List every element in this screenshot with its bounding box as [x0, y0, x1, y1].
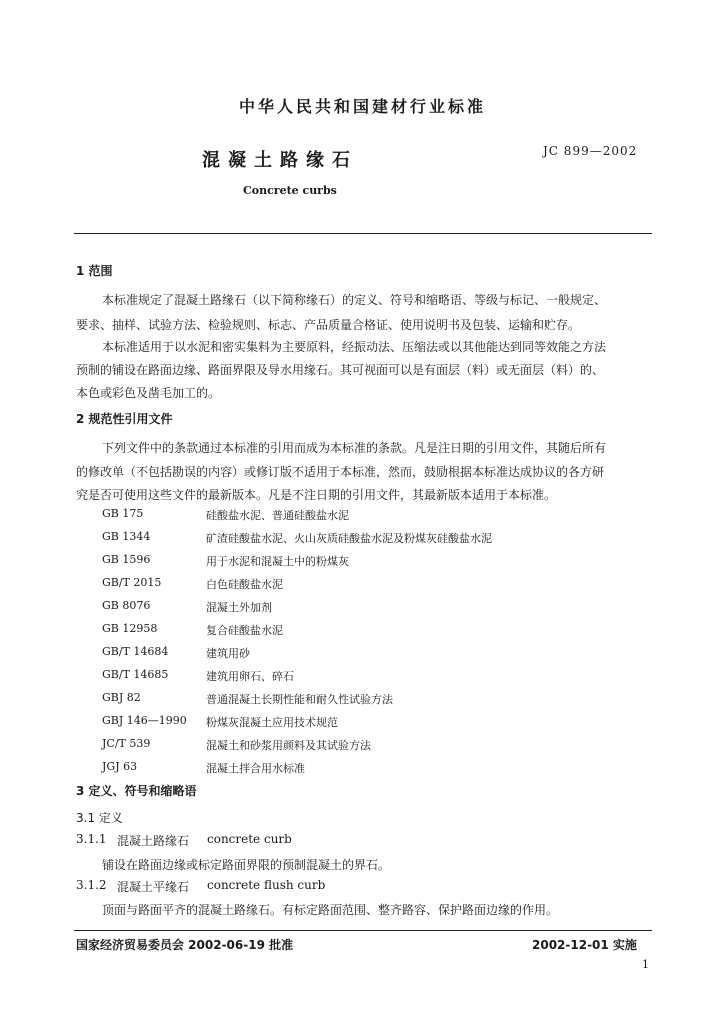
reference-title: 矿渣硅酸盐水泥、火山灰质硅酸盐水泥及粉煤灰硅酸盐水泥 [206, 532, 492, 545]
reference-title: 粉煤灰混凝土应用技术规范 [206, 716, 338, 729]
reference-title: 普通混凝土长期性能和耐久性试验方法 [206, 693, 393, 706]
term-number: 3.1.1 [76, 832, 107, 846]
reference-title: 混凝土拌合用水标准 [206, 762, 305, 775]
reference-code: GB 175 [102, 507, 144, 520]
reference-code: GB/T 2015 [102, 576, 162, 589]
reference-title: 硅酸盐水泥、普通硅酸盐水泥 [206, 509, 349, 522]
page-number: 1 [642, 958, 649, 971]
document-title: 混凝土路缘石 [202, 150, 358, 171]
term-number: 3.1.2 [76, 878, 107, 892]
document-code: JC 899—2002 [543, 144, 638, 158]
reference-code: GB 1344 [102, 530, 151, 543]
term-name: 混凝土平缘石 [117, 880, 190, 894]
reference-code: GB 1596 [102, 553, 151, 566]
term-name: 混凝土路缘石 [117, 834, 190, 848]
section-heading-scope: 1 范围 [76, 264, 113, 278]
subsection-heading: 3.1 定义 [76, 811, 123, 825]
reference-title: 复合硅酸盐水泥 [206, 624, 283, 637]
org-title: 中华人民共和国建材行业标准 [238, 97, 486, 116]
reference-title: 用于水泥和混凝土中的粉煤灰 [206, 555, 349, 568]
footer-rule [74, 930, 652, 931]
paragraph-line: 本色或彩色及凿毛加工的。 [76, 386, 221, 400]
paragraph-line: 下列文件中的条款通过本标准的引用而成为本标准的条款。凡是注日期的引用文件，其随后所有 [102, 441, 607, 455]
term-english: concrete curb [207, 832, 292, 846]
reference-code: JGJ 63 [102, 760, 138, 773]
reference-code: GBJ 82 [102, 691, 141, 704]
reference-code: GB/T 14685 [102, 668, 169, 681]
paragraph-line: 要求、抽样、试验方法、检验规则、标志、产品质量合格证、使用说明书及包装、运输和贮存。 [76, 318, 581, 332]
reference-code: GB/T 14684 [102, 645, 169, 658]
term-definition: 铺设在路面边缘或标定路面界限的预制混凝土的界石。 [102, 858, 391, 872]
paragraph-line: 预制的铺设在路面边缘、路面界限及导水用缘石。其可视面可以是有面层（料）或无面层（料）的、 [76, 363, 605, 377]
reference-title: 建筑用卵石、碎石 [206, 670, 294, 683]
reference-code: GB 12958 [102, 622, 158, 635]
reference-title: 混凝土外加剂 [206, 601, 272, 614]
paragraph-line: 本标准规定了混凝土路缘石（以下简称缘石）的定义、符号和缩略语、等级与标记、一般规定、 [102, 293, 607, 307]
reference-code: JC/T 539 [102, 737, 151, 750]
term-english: concrete flush curb [207, 878, 326, 892]
section-heading-references: 2 规范性引用文件 [76, 412, 173, 426]
paragraph-line: 究是否可使用这些文件的最新版本。凡是不注日期的引用文件，其最新版本适用于本标准。 [76, 488, 557, 502]
reference-title: 混凝土和砂浆用颜料及其试验方法 [206, 739, 371, 752]
reference-code: GB 8076 [102, 599, 151, 612]
header-rule [74, 233, 652, 234]
paragraph-line: 本标准适用于以水泥和密实集料为主要原料，经振动法、压缩法或以其他能达到同等效能之方法 [102, 340, 607, 354]
paragraph-line: 的修改单（不包括勘误的内容）或修订版不适用于本标准，然而，鼓励根据本标准达成协议的各方研 [76, 465, 605, 479]
reference-title: 白色硅酸盐水泥 [206, 578, 283, 591]
reference-title: 建筑用砂 [206, 647, 250, 660]
approval-line: 国家经济贸易委员会 2002-06-19 批准 [76, 938, 294, 952]
section-heading-definitions: 3 定义、符号和缩略语 [76, 784, 197, 798]
document-title-english: Concrete curbs [243, 184, 337, 197]
reference-code: GBJ 146—1990 [102, 714, 187, 727]
implementation-line: 2002-12-01 实施 [532, 938, 637, 952]
term-definition: 顶面与路面平齐的混凝土路缘石。有标定路面范围、整齐路容、保护路面边缘的作用。 [102, 903, 559, 917]
